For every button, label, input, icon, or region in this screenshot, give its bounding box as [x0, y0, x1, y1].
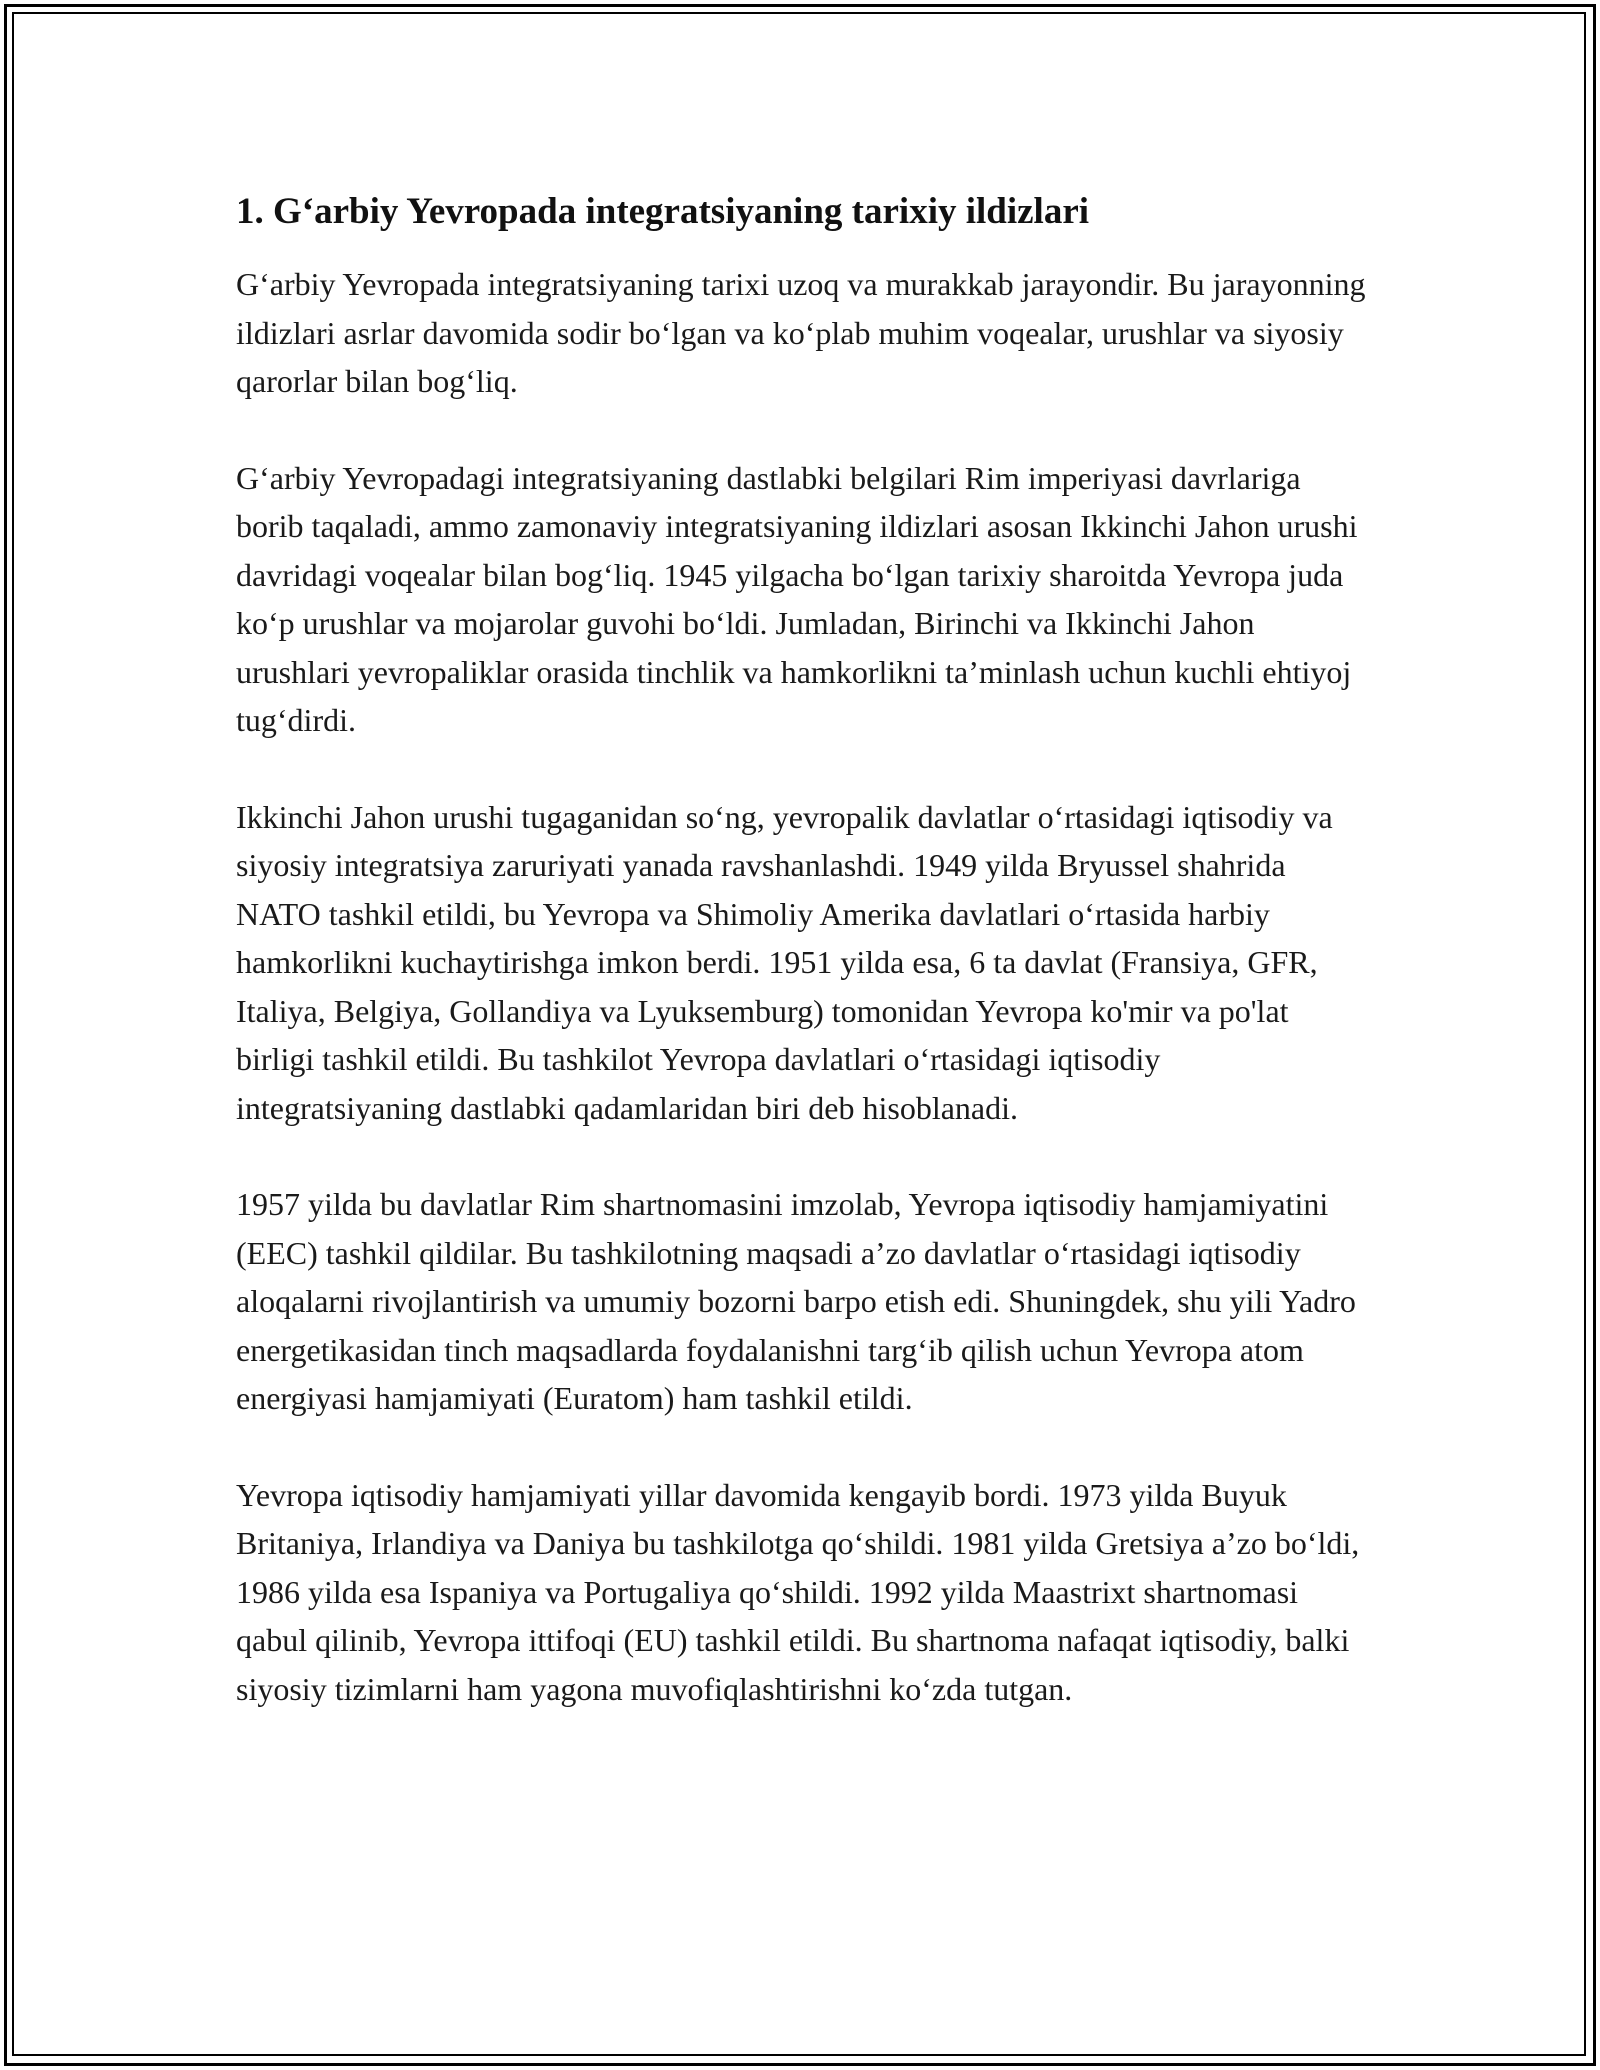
paragraph-expansion: Yevropa iqtisodiy hamjamiyati yillar davomida kengayib bordi. 1973 yilda Buyuk Britaniya, Irlandiya va Daniya bu tashkilotga qo‘shildi. 1981 yilda Gretsiya a’zo bo‘ldi, 1986 yilda esa Ispaniya va Portugaliya qo‘shildi. 1992 yilda Maastrixt shartnomasi qabul qilinib, Yevropa ittifoqi (EU) tashkil etildi. Bu shartnoma nafaqat iqtisodiy, balki siyosiy tizimlarni ham yagona muvofiqlashtirishni ko‘zda tutgan. [236, 1476, 1360, 1707]
paragraph-rome-treaty: 1957 yilda bu davlatlar Rim shartnomasini imzolab, Yevropa iqtisodiy hamjamiyatini (EEC) tashkil qildilar. Bu tashkilotning maqsadi a’zo davlatlar o‘rtasidagi iqtisodiy aloqalarni rivojlantirish va umumiy bozorni barpo etish edi. Shuningdek, shu yili Yadro energetikasidan tinch maqsadlarda foydalanishni targ‘ib qilish uchun Yevropa atom energiyasi hamjamiyati (Euratom) ham tashkil etildi. [236, 1186, 1356, 1416]
paragraph-origins: G‘arbiy Yevropadagi integratsiyaning dastlabki belgilari Rim imperiyasi davrlariga borib taqaladi, ammo zamonaviy integratsiyaning ildizlari asosan Ikkinchi Jahon urushi davridagi voqealar bilan bog‘liq. 1945 yilgacha bo‘lgan tarixiy sharoitda Yevropa juda ko‘p urushlar va mojarolar guvohi bo‘ldi. Jumladan, Birinchi va Ikkinchi Jahon urushlari yevropaliklar orasida tinchlik va hamkorlikni ta’minlash uchun kuchli ehtiyoj tug‘dirdi. [236, 459, 1358, 738]
section-heading: 1. G‘arbiy Yevropada integratsiyaning tarixiy ildizlari [236, 191, 1090, 232]
paragraph-postwar: Ikkinchi Jahon urushi tugaganidan so‘ng, yevropalik davlatlar o‘rtasidagi iqtisodiy va siyosiy integratsiya zaruriyati yanada ravshanlashdi. 1949 yilda Bryussel shahrida NATO tashkil etildi, bu Yevropa va Shimoliy Amerika davlatlari o‘rtasida harbiy hamkorlikni kuchaytirishga imkon berdi. 1951 yilda esa, 6 ta davlat (Fransiya, GFR, Italiya, Belgiya, Gollandiya va Lyuksemburg) tomonidan Yevropa ko'mir va po'lat birligi tashkil etildi. Bu tashkilot Yevropa davlatlari o‘rtasidagi iqtisodiy integratsiyaning dastlabki qadamlaridan biri deb hisoblanadi. [236, 798, 1333, 1126]
document-body [236, 186, 1366, 1761]
paragraph-intro: G‘arbiy Yevropada integratsiyaning tarixi uzoq va murakkab jarayondir. Bu jarayonning ildizlari asrlar davomida sodir bo‘lgan va ko‘plab muhim voqealar, urushlar va siyosiy qarorlar bilan bog‘liq. [236, 266, 1366, 399]
